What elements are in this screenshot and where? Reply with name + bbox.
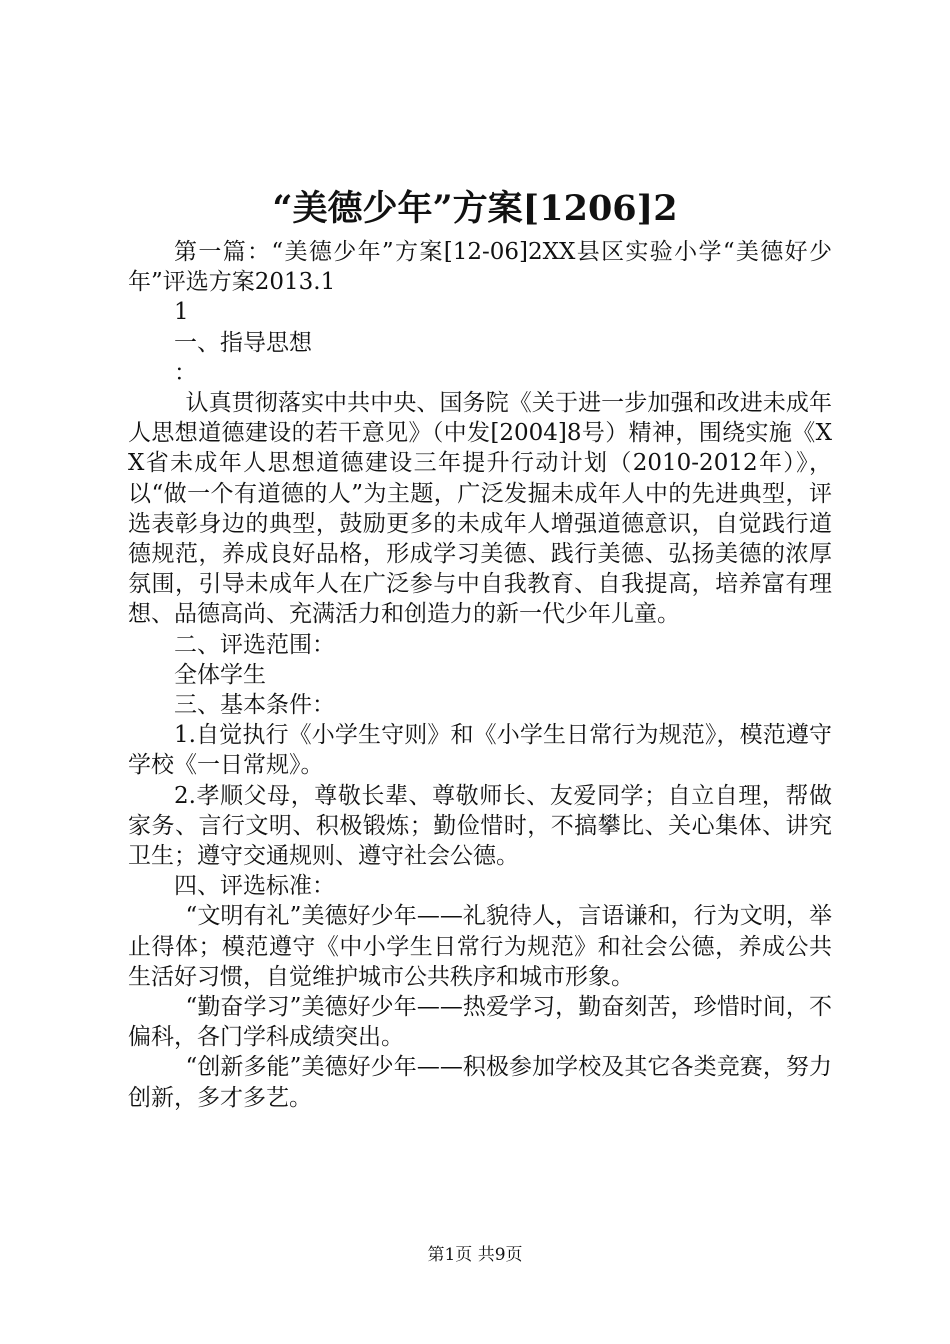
paragraph-criteria-study: “勤奋学习”美德好少年——热爱学习，勤奋刻苦，珍惜时间，不偏科，各门学科成绩突出。 [128, 994, 832, 1051]
paragraph-condition-1: 1.自觉执行《小学生守则》和《小学生日常行为规范》，模范遵守学校《一日常规》。 [128, 722, 832, 779]
paragraph-criteria-civility: “文明有礼”美德好少年——礼貌待人，言语谦和，行为文明，举止得体；模范遵守《中小学生日常行为规范》和社会公德，养成公共生活好习惯，自觉维护城市公共秩序和城市形象。 [128, 903, 832, 990]
paragraph-scope: 全体学生 [174, 661, 266, 688]
paragraph-guiding-ideology: 认真贯彻落实中共中央、国务院《关于进一步加强和改进未成年人思想道德建设的若干意见》（中发[2004]8号）精神，围绕实施《XX省未成年人思想道德建设三年提升行动计划（2010-2012年）》，以“做一个有道德的人”为主题，广泛发掘未成年人中的先进典型，评选表彰身边的典型，鼓励更多的未成年人增强道德意识，自觉践行道德规范，养成良好品格，形成学习美德、践行美德、弘扬美德的浓厚氛围，引导未成年人在广泛参与中自我教育、自我提高，培养富有理想、品德高尚、充满活力和创造力的新一代少年儿童。 [128, 390, 832, 628]
document-title: “美德少年”方案[1206]2 [272, 188, 678, 229]
section-heading-guiding-ideology: 一、指导思想 [174, 329, 312, 356]
section-heading-criteria: 四、评选标准： [174, 873, 335, 900]
section-heading-scope: 二、评选范围： [174, 631, 335, 658]
paragraph-intro: 第一篇：“美德少年”方案[12-06]2XX县区实验小学“美德好少年”评选方案2013.1 [128, 239, 832, 296]
paragraph-criteria-innovation: “创新多能”美德好少年——积极参加学校及其它各类竞赛，努力创新，多才多艺。 [128, 1054, 832, 1111]
paragraph-condition-2: 2.孝顺父母，尊敬长辈、尊敬师长、友爱同学；自立自理，帮做家务、言行文明、积极锻炼；勤俭惜时，不搞攀比、关心集体、讲究卫生；遵守交通规则、遵守社会公德。 [128, 782, 832, 870]
section-heading-conditions: 三、基本条件： [174, 692, 335, 719]
paragraph-colon: ： [174, 359, 197, 386]
document-body [128, 237, 832, 1113]
page-footer: 第1页 共9页 [427, 1245, 523, 1265]
paragraph-number: 1 [174, 299, 189, 326]
